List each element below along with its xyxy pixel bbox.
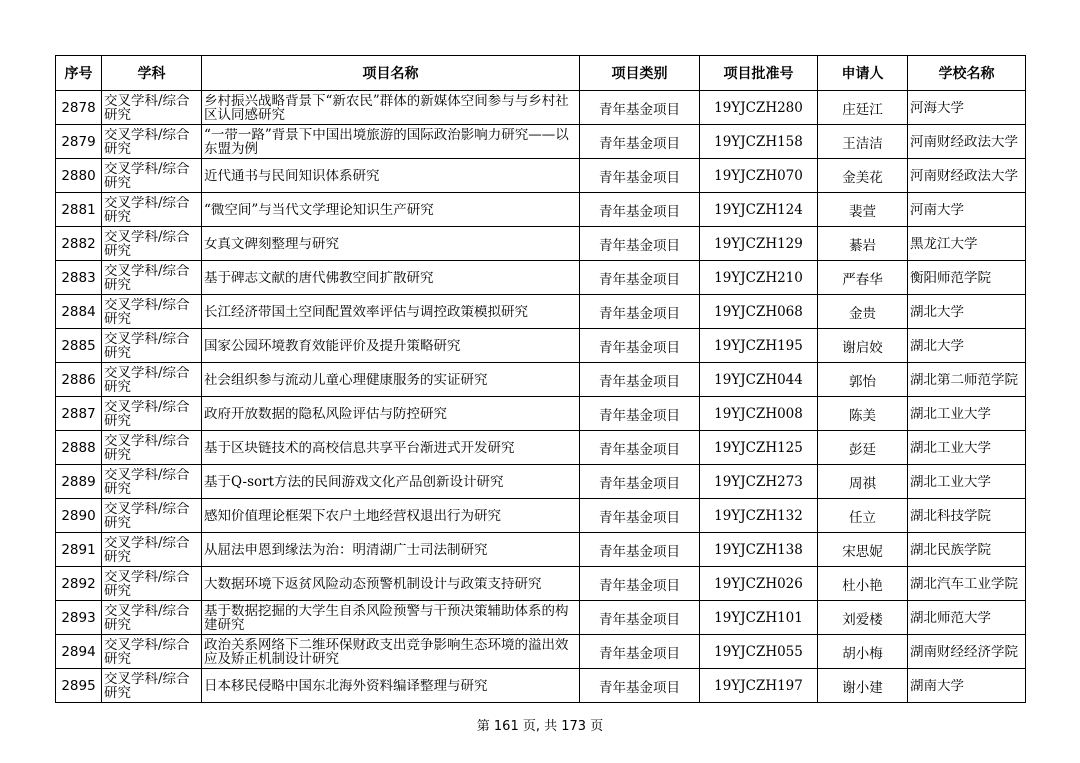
applicant-cell [818,567,908,601]
table-row [56,159,1026,193]
serial-cell-text: 2893 [61,609,96,626]
approval-number-cell [700,227,818,261]
header-project-name: 项目名称 [202,56,580,91]
applicant-cell-text: 王洁洁 [842,135,883,152]
project-name-cell [202,159,580,193]
applicant-cell-text: 金美花 [842,169,883,186]
applicant-cell-text: 裴萱 [849,203,876,220]
header-school-name: 学校名称 [908,56,1026,91]
project-name-cell-text: 日本移民侵略中国东北海外资料编译整理与研究 [204,678,488,693]
school-name-cell-text: 黑龙江大学 [910,236,978,251]
serial-cell [56,329,102,363]
school-name-cell [908,261,1026,295]
subject-cell [102,261,202,295]
project-name-cell-text: 乡村振兴战略背景下“新农民”群体的新媒体空间参与与乡村社区认同感研究 [204,93,569,122]
school-name-cell-text: 湖北大学 [910,338,964,353]
school-name-cell [908,465,1026,499]
subject-cell [102,91,202,125]
applicant-cell [818,125,908,159]
project-name-cell [202,635,580,669]
applicant-cell-text: 谢小建 [842,679,883,696]
project-type-cell-text: 青年基金项目 [599,645,680,662]
school-name-cell [908,125,1026,159]
school-name-cell-text: 湖北工业大学 [910,406,991,421]
table-row [56,125,1026,159]
serial-cell-text: 2887 [61,405,96,422]
table-row [56,567,1026,601]
project-name-cell [202,465,580,499]
project-name-cell [202,125,580,159]
serial-cell-text: 2889 [61,473,96,490]
project-type-cell [580,193,700,227]
applicant-cell [818,499,908,533]
project-type-cell [580,125,700,159]
school-name-cell [908,329,1026,363]
table-row [56,669,1026,703]
serial-cell [56,125,102,159]
project-name-cell-text: 女真文碑刻整理与研究 [204,236,339,251]
subject-cell-text: 交叉学科/综合研究 [104,671,190,700]
subject-cell-text: 交叉学科/综合研究 [104,161,190,190]
approval-number-cell-text: 19YJCZH044 [714,371,803,388]
subject-cell [102,635,202,669]
school-name-cell-text: 河南大学 [910,202,964,217]
applicant-cell [818,363,908,397]
applicant-cell-text: 彭廷 [849,441,876,458]
project-type-cell [580,465,700,499]
serial-cell [56,499,102,533]
header-serial: 序号 [56,56,102,91]
applicant-cell-text: 金贵 [849,305,876,322]
subject-cell-text: 交叉学科/综合研究 [104,365,190,394]
school-name-cell-text: 湖北第二师范学院 [910,372,1018,387]
table-body [56,91,1026,703]
project-type-cell [580,261,700,295]
serial-cell [56,533,102,567]
approval-number-cell [700,601,818,635]
subject-cell [102,227,202,261]
project-type-cell [580,431,700,465]
serial-cell [56,227,102,261]
serial-cell [56,363,102,397]
serial-cell-text: 2880 [61,167,96,184]
approval-number-cell-text: 19YJCZH070 [714,167,803,184]
project-type-cell-text: 青年基金项目 [599,203,680,220]
serial-cell-text: 2882 [61,235,96,252]
serial-cell [56,261,102,295]
table-row [56,431,1026,465]
subject-cell-text: 交叉学科/综合研究 [104,603,190,632]
project-name-cell-text: “微空间”与当代文学理论知识生产研究 [204,202,434,217]
project-name-cell-text: 政府开放数据的隐私风险评估与防控研究 [204,406,447,421]
serial-cell [56,465,102,499]
approval-number-cell [700,465,818,499]
project-type-cell [580,295,700,329]
school-name-cell-text: 衡阳师范学院 [910,270,991,285]
school-name-cell-text: 河南财经政法大学 [910,134,1018,149]
school-name-cell-text: 河南财经政法大学 [910,168,1018,183]
project-name-cell [202,193,580,227]
project-type-cell-text: 青年基金项目 [599,135,680,152]
serial-cell-text: 2890 [61,507,96,524]
project-type-cell [580,363,700,397]
project-name-cell-text: “一带一路”背景下中国出境旅游的国际政治影响力研究——以东盟为例 [204,127,569,156]
subject-cell-text: 交叉学科/综合研究 [104,467,190,496]
subject-cell-text: 交叉学科/综合研究 [104,535,190,564]
approval-number-cell-text: 19YJCZH026 [714,575,803,592]
approval-number-cell-text: 19YJCZH101 [714,609,803,626]
subject-cell [102,465,202,499]
project-name-cell-text: 大数据环境下返贫风险动态预警机制设计与政策支持研究 [204,576,542,591]
approval-number-cell-text: 19YJCZH138 [714,541,803,558]
approval-number-cell [700,295,818,329]
applicant-cell [818,261,908,295]
header-applicant: 申请人 [818,56,908,91]
school-name-cell-text: 河海大学 [910,100,964,115]
serial-cell [56,669,102,703]
project-type-cell-text: 青年基金项目 [599,237,680,254]
school-name-cell-text: 湖北大学 [910,304,964,319]
project-name-cell-text: 社会组织参与流动儿童心理健康服务的实证研究 [204,372,488,387]
subject-cell [102,397,202,431]
approval-number-cell [700,159,818,193]
school-name-cell-text: 湖北工业大学 [910,440,991,455]
serial-cell [56,159,102,193]
serial-cell-text: 2883 [61,269,96,286]
approval-number-cell-text: 19YJCZH280 [714,99,803,116]
subject-cell-text: 交叉学科/综合研究 [104,501,190,530]
table-row [56,465,1026,499]
school-name-cell [908,669,1026,703]
subject-cell [102,601,202,635]
approval-number-cell-text: 19YJCZH055 [714,643,803,660]
serial-cell-text: 2886 [61,371,96,388]
project-name-cell [202,397,580,431]
subject-cell [102,193,202,227]
serial-cell-text: 2894 [61,643,96,660]
project-type-cell-text: 青年基金项目 [599,475,680,492]
approval-number-cell [700,669,818,703]
serial-cell-text: 2888 [61,439,96,456]
school-name-cell-text: 湖北汽车工业学院 [910,576,1018,591]
project-name-cell-text: 基于Q-sort方法的民间游戏文化产品创新设计研究 [204,474,504,489]
serial-cell [56,193,102,227]
approval-number-cell-text: 19YJCZH158 [714,133,803,150]
table-row [56,227,1026,261]
applicant-cell-text: 胡小梅 [842,645,883,662]
header-project-type: 项目类别 [580,56,700,91]
applicant-cell-text: 郭怡 [849,373,876,390]
table-row [56,499,1026,533]
approval-number-cell [700,635,818,669]
table-row [56,397,1026,431]
project-name-cell-text: 基于区块链技术的高校信息共享平台渐进式开发研究 [204,440,515,455]
project-type-cell [580,567,700,601]
project-type-cell [580,601,700,635]
project-name-cell [202,567,580,601]
table-row [56,533,1026,567]
school-name-cell-text: 湖南大学 [910,678,964,693]
subject-cell [102,533,202,567]
project-name-cell [202,261,580,295]
project-type-cell-text: 青年基金项目 [599,543,680,560]
applicant-cell-text: 严春华 [842,271,883,288]
approval-number-cell [700,533,818,567]
applicant-cell [818,635,908,669]
applicant-cell [818,397,908,431]
project-table [55,55,1026,703]
table-row [56,261,1026,295]
subject-cell-text: 交叉学科/综合研究 [104,637,190,666]
applicant-cell [818,159,908,193]
approval-number-cell-text: 19YJCZH210 [714,269,803,286]
header-approval-number: 项目批准号 [700,56,818,91]
subject-cell-text: 交叉学科/综合研究 [104,433,190,462]
approval-number-cell [700,363,818,397]
approval-number-cell-text: 19YJCZH132 [714,507,803,524]
project-name-cell-text: 基于数据挖掘的大学生自杀风险预警与干预决策辅助体系的构建研究 [204,603,569,632]
school-name-cell-text: 湖北科技学院 [910,508,991,523]
school-name-cell-text: 湖南财经经济学院 [910,644,1018,659]
applicant-cell [818,295,908,329]
applicant-cell [818,193,908,227]
approval-number-cell [700,499,818,533]
subject-cell [102,329,202,363]
approval-number-cell [700,431,818,465]
serial-cell [56,635,102,669]
project-type-cell-text: 青年基金项目 [599,101,680,118]
project-type-cell [580,499,700,533]
school-name-cell [908,397,1026,431]
school-name-cell [908,227,1026,261]
table-row [56,193,1026,227]
subject-cell-text: 交叉学科/综合研究 [104,331,190,360]
school-name-cell-text: 湖北师范大学 [910,610,991,625]
school-name-cell [908,91,1026,125]
serial-cell [56,567,102,601]
subject-cell [102,295,202,329]
applicant-cell-text: 庄廷江 [842,101,883,118]
applicant-cell [818,227,908,261]
school-name-cell-text: 湖北民族学院 [910,542,991,557]
project-type-cell [580,227,700,261]
project-name-cell [202,431,580,465]
subject-cell-text: 交叉学科/综合研究 [104,263,190,292]
project-type-cell-text: 青年基金项目 [599,169,680,186]
applicant-cell [818,91,908,125]
table-row [56,635,1026,669]
applicant-cell [818,601,908,635]
table-header-row [56,56,1026,91]
project-type-cell [580,669,700,703]
subject-cell-text: 交叉学科/综合研究 [104,399,190,428]
table-row [56,363,1026,397]
school-name-cell [908,431,1026,465]
serial-cell-text: 2879 [61,133,96,150]
school-name-cell [908,601,1026,635]
serial-cell-text: 2892 [61,575,96,592]
school-name-cell [908,635,1026,669]
applicant-cell [818,465,908,499]
project-type-cell [580,397,700,431]
subject-cell [102,125,202,159]
subject-cell [102,499,202,533]
table-row [56,295,1026,329]
serial-cell [56,397,102,431]
applicant-cell-text: 刘爱楼 [842,611,883,628]
project-name-cell [202,669,580,703]
serial-cell-text: 2895 [61,677,96,694]
approval-number-cell [700,329,818,363]
table-row [56,329,1026,363]
project-type-cell [580,533,700,567]
approval-number-cell-text: 19YJCZH129 [714,235,803,252]
approval-number-cell-text: 19YJCZH125 [714,439,803,456]
subject-cell [102,363,202,397]
serial-cell [56,295,102,329]
approval-number-cell-text: 19YJCZH273 [714,473,803,490]
subject-cell [102,159,202,193]
approval-number-cell-text: 19YJCZH124 [714,201,803,218]
project-name-cell-text: 长江经济带国土空间配置效率评估与调控政策模拟研究 [204,304,528,319]
applicant-cell [818,431,908,465]
project-type-cell-text: 青年基金项目 [599,373,680,390]
project-name-cell [202,91,580,125]
school-name-cell [908,159,1026,193]
applicant-cell-text: 周祺 [849,475,876,492]
applicant-cell-text: 谢启姣 [842,339,883,356]
serial-cell [56,601,102,635]
subject-cell [102,567,202,601]
project-type-cell-text: 青年基金项目 [599,271,680,288]
project-name-cell-text: 政治关系网络下二维环保财政支出竞争影响生态环境的溢出效应及矫正机制设计研究 [204,637,569,666]
approval-number-cell-text: 19YJCZH197 [714,677,803,694]
subject-cell-text: 交叉学科/综合研究 [104,229,190,258]
table-row [56,601,1026,635]
approval-number-cell-text: 19YJCZH008 [714,405,803,422]
project-name-cell-text: 感知价值理论框架下农户土地经营权退出行为研究 [204,508,501,523]
school-name-cell [908,499,1026,533]
project-type-cell [580,329,700,363]
project-type-cell [580,159,700,193]
school-name-cell [908,295,1026,329]
page-footer: 第 161 页, 共 173 页 [476,719,604,734]
project-name-cell-text: 从屈法申恩到缘法为治：明清湖广士司法制研究 [204,542,488,557]
project-name-cell-text: 国家公园环境教育效能评价及提升策略研究 [204,338,461,353]
school-name-cell [908,533,1026,567]
serial-cell-text: 2891 [61,541,96,558]
subject-cell-text: 交叉学科/综合研究 [104,127,190,156]
approval-number-cell [700,193,818,227]
applicant-cell-text: 陈美 [849,407,876,424]
approval-number-cell [700,91,818,125]
approval-number-cell [700,567,818,601]
project-type-cell [580,635,700,669]
project-name-cell [202,227,580,261]
subject-cell-text: 交叉学科/综合研究 [104,297,190,326]
approval-number-cell [700,397,818,431]
project-name-cell [202,295,580,329]
school-name-cell-text: 湖北工业大学 [910,474,991,489]
project-type-cell-text: 青年基金项目 [599,441,680,458]
approval-number-cell [700,125,818,159]
project-name-cell-text: 基于碑志文献的唐代佛教空间扩散研究 [204,270,434,285]
approval-number-cell [700,261,818,295]
project-name-cell [202,363,580,397]
applicant-cell-text: 綦岩 [849,237,876,254]
serial-cell-text: 2885 [61,337,96,354]
project-type-cell [580,91,700,125]
project-name-cell-text: 近代通书与民间知识体系研究 [204,168,380,183]
project-name-cell [202,499,580,533]
school-name-cell [908,567,1026,601]
subject-cell-text: 交叉学科/综合研究 [104,569,190,598]
subject-cell-text: 交叉学科/综合研究 [104,93,190,122]
subject-cell-text: 交叉学科/综合研究 [104,195,190,224]
applicant-cell-text: 任立 [849,509,876,526]
subject-cell [102,669,202,703]
approval-number-cell-text: 19YJCZH195 [714,337,803,354]
project-type-cell-text: 青年基金项目 [599,407,680,424]
applicant-cell [818,329,908,363]
project-name-cell [202,533,580,567]
table-row [56,91,1026,125]
project-type-cell-text: 青年基金项目 [599,611,680,628]
serial-cell-text: 2884 [61,303,96,320]
subject-cell [102,431,202,465]
serial-cell [56,431,102,465]
applicant-cell [818,669,908,703]
applicant-cell-text: 杜小艳 [842,577,883,594]
school-name-cell [908,193,1026,227]
project-type-cell-text: 青年基金项目 [599,509,680,526]
project-name-cell [202,601,580,635]
applicant-cell-text: 宋思妮 [842,543,883,560]
header-subject: 学科 [102,56,202,91]
approval-number-cell-text: 19YJCZH068 [714,303,803,320]
school-name-cell [908,363,1026,397]
project-type-cell-text: 青年基金项目 [599,577,680,594]
serial-cell-text: 2881 [61,201,96,218]
applicant-cell [818,533,908,567]
serial-cell-text: 2878 [61,99,96,116]
serial-cell [56,91,102,125]
project-name-cell [202,329,580,363]
project-type-cell-text: 青年基金项目 [599,679,680,696]
project-type-cell-text: 青年基金项目 [599,339,680,356]
project-type-cell-text: 青年基金项目 [599,305,680,322]
